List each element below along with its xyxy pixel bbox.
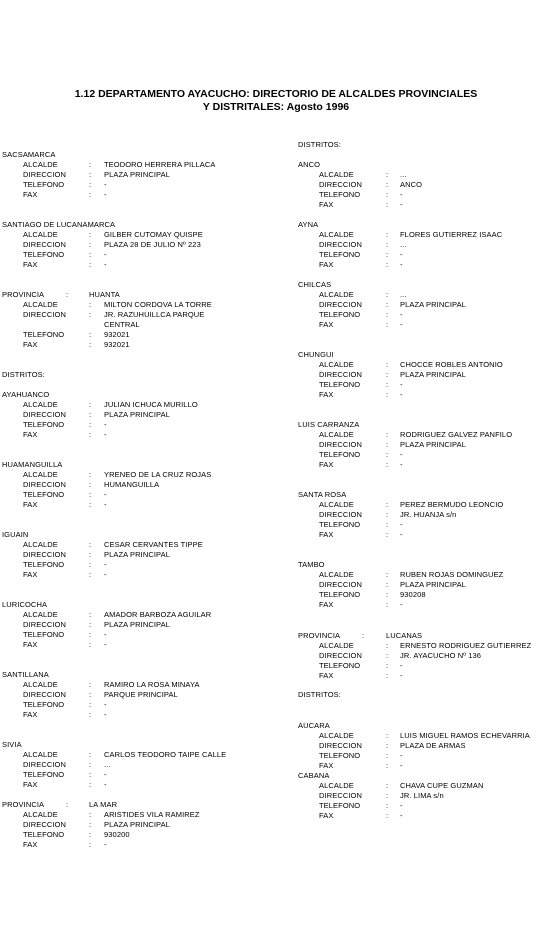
fax-colon: : xyxy=(89,710,92,719)
telefono-colon: : xyxy=(89,630,92,639)
alcalde-value: CHOCCE ROBLES ANTONIO xyxy=(400,360,503,369)
fax-label: FAX xyxy=(23,340,38,349)
direccion-label: DIRECCION xyxy=(23,820,66,829)
direccion-label: DIRECCION xyxy=(23,690,66,699)
direccion-value: HUMANGUILLA xyxy=(104,480,160,489)
direccion-value: PLAZA PRINCIPAL xyxy=(104,620,170,629)
entry-name: SANTA ROSA xyxy=(298,490,347,499)
fax-label: FAX xyxy=(319,761,334,770)
alcalde-colon: : xyxy=(386,290,389,299)
telefono-label: TELEFONO xyxy=(23,560,65,569)
fax-label: FAX xyxy=(319,530,334,539)
telefono-colon: : xyxy=(89,770,92,779)
alcalde-colon: : xyxy=(89,400,92,409)
fax-colon: : xyxy=(386,811,389,820)
fax-value: 932021 xyxy=(104,340,130,349)
alcalde-value: ... xyxy=(400,170,407,179)
direccion-value: PLAZA PRINCIPAL xyxy=(400,580,466,589)
entry-name: AUCARA xyxy=(298,721,330,730)
telefono-label: TELEFONO xyxy=(23,330,65,339)
fax-colon: : xyxy=(89,640,92,649)
fax-value: - xyxy=(400,761,403,770)
direccion-label: DIRECCION xyxy=(23,410,66,419)
telefono-value: - xyxy=(400,801,403,810)
alcalde-colon: : xyxy=(386,570,389,579)
telefono-value: - xyxy=(400,190,403,199)
fax-colon: : xyxy=(386,761,389,770)
telefono-value: - xyxy=(104,180,107,189)
provincia-label: PROVINCIA xyxy=(2,800,45,809)
telefono-value: - xyxy=(104,560,107,569)
telefono-label: TELEFONO xyxy=(319,801,361,810)
direccion-value: PLAZA PRINCIPAL xyxy=(400,440,466,449)
alcalde-value: CHAVA CUPE GUZMAN xyxy=(400,781,484,790)
fax-colon: : xyxy=(89,500,92,509)
direccion-value: PLAZA PRINCIPAL xyxy=(104,170,170,179)
direccion-colon: : xyxy=(386,300,389,309)
alcalde-value: CARLOS TEODORO TAIPE CALLE xyxy=(104,750,227,759)
distritos-heading: DISTRITOS: xyxy=(298,690,341,699)
telefono-value: - xyxy=(104,490,107,499)
telefono-colon: : xyxy=(386,450,389,459)
direccion-label: DIRECCION xyxy=(319,580,362,589)
telefono-value: - xyxy=(400,751,403,760)
alcalde-value: ARISTIDES VILA RAMIREZ xyxy=(104,810,200,819)
telefono-colon: : xyxy=(386,590,389,599)
telefono-label: TELEFONO xyxy=(319,190,361,199)
direccion-value: ... xyxy=(104,760,111,769)
alcalde-value: TEODORO HERRERA PILLACA xyxy=(104,160,216,169)
alcalde-colon: : xyxy=(89,750,92,759)
fax-label: FAX xyxy=(319,320,334,329)
fax-value: - xyxy=(400,600,403,609)
direccion-colon: : xyxy=(386,240,389,249)
direccion-label: DIRECCION xyxy=(319,741,362,750)
telefono-label: TELEFONO xyxy=(23,420,65,429)
fax-colon: : xyxy=(89,780,92,789)
alcalde-colon: : xyxy=(89,230,92,239)
entry-name: SACSAMARCA xyxy=(2,150,56,159)
alcalde-label: ALCALDE xyxy=(319,360,354,369)
telefono-colon: : xyxy=(386,190,389,199)
provincia-label: PROVINCIA xyxy=(2,290,45,299)
direccion-value: JR. RAZUHUILLCA PARQUE xyxy=(104,310,205,319)
fax-label: FAX xyxy=(319,260,334,269)
telefono-colon: : xyxy=(89,250,92,259)
provincia-name: LA MAR xyxy=(89,800,118,809)
direccion-value: ... xyxy=(400,240,407,249)
telefono-value: 930208 xyxy=(400,590,426,599)
alcalde-value: JULIAN ICHUCA MURILLO xyxy=(104,400,198,409)
fax-label: FAX xyxy=(319,600,334,609)
telefono-colon: : xyxy=(386,801,389,810)
telefono-colon: : xyxy=(89,830,92,839)
fax-colon: : xyxy=(386,600,389,609)
alcalde-value: AMADOR BARBOZA AGUILAR xyxy=(104,610,212,619)
alcalde-label: ALCALDE xyxy=(23,540,58,549)
fax-value: - xyxy=(104,710,107,719)
title-line-2: Y DISTRITALES: Agosto 1996 xyxy=(202,101,350,113)
direccion-label: DIRECCION xyxy=(319,180,362,189)
telefono-label: TELEFONO xyxy=(23,770,65,779)
fax-value: - xyxy=(104,190,107,199)
alcalde-colon: : xyxy=(386,430,389,439)
telefono-label: TELEFONO xyxy=(23,180,65,189)
telefono-label: TELEFONO xyxy=(319,450,361,459)
alcalde-value: ERNESTO RODRIGUEZ GUTIERREZ xyxy=(400,641,532,650)
entry-name: HUAMANGUILLA xyxy=(2,460,63,469)
telefono-colon: : xyxy=(89,560,92,569)
telefono-label: TELEFONO xyxy=(23,830,65,839)
telefono-colon: : xyxy=(386,751,389,760)
provincia-colon: : xyxy=(66,290,69,299)
direccion-value: PLAZA 28 DE JULIO Nº 223 xyxy=(104,240,201,249)
telefono-label: TELEFONO xyxy=(23,700,65,709)
fax-colon: : xyxy=(386,320,389,329)
alcalde-colon: : xyxy=(386,781,389,790)
alcalde-label: ALCALDE xyxy=(319,290,354,299)
title-line-1: 1.12 DEPARTAMENTO AYACUCHO: DIRECTORIO DE ALCALDES PROVINCIALES xyxy=(74,88,478,100)
telefono-label: TELEFONO xyxy=(23,490,65,499)
direccion-colon: : xyxy=(386,741,389,750)
direccion-colon: : xyxy=(386,180,389,189)
direccion-label: DIRECCION xyxy=(23,310,66,319)
alcalde-label: ALCALDE xyxy=(23,610,58,619)
fax-label: FAX xyxy=(319,460,334,469)
direccion-value: PLAZA PRINCIPAL xyxy=(104,550,170,559)
entry-name: CABANA xyxy=(298,771,330,780)
entry-name: LURICOCHA xyxy=(2,600,48,609)
fax-label: FAX xyxy=(23,840,38,849)
alcalde-label: ALCALDE xyxy=(319,170,354,179)
direccion-colon: : xyxy=(386,791,389,800)
fax-value: - xyxy=(400,530,403,539)
telefono-label: TELEFONO xyxy=(319,520,361,529)
alcalde-colon: : xyxy=(386,230,389,239)
provincia-colon: : xyxy=(362,631,365,640)
fax-label: FAX xyxy=(319,390,334,399)
alcalde-colon: : xyxy=(89,610,92,619)
fax-colon: : xyxy=(89,570,92,579)
fax-colon: : xyxy=(386,260,389,269)
direccion-label: DIRECCION xyxy=(319,510,362,519)
alcalde-label: ALCALDE xyxy=(319,570,354,579)
alcalde-label: ALCALDE xyxy=(23,810,58,819)
alcalde-label: ALCALDE xyxy=(23,400,58,409)
direccion-label: DIRECCION xyxy=(319,440,362,449)
direccion-label: DIRECCION xyxy=(319,300,362,309)
alcalde-label: ALCALDE xyxy=(23,680,58,689)
fax-value: - xyxy=(104,570,107,579)
fax-label: FAX xyxy=(23,260,38,269)
telefono-value: - xyxy=(104,630,107,639)
direccion-colon: : xyxy=(386,510,389,519)
telefono-colon: : xyxy=(89,490,92,499)
entry-name: LUIS CARRANZA xyxy=(298,420,360,429)
fax-value: - xyxy=(104,260,107,269)
fax-value: - xyxy=(104,840,107,849)
telefono-value: - xyxy=(104,250,107,259)
direccion-colon: : xyxy=(386,370,389,379)
fax-value: - xyxy=(400,200,403,209)
direccion-label: DIRECCION xyxy=(23,550,66,559)
alcalde-value: ... xyxy=(400,290,407,299)
alcalde-colon: : xyxy=(386,170,389,179)
telefono-colon: : xyxy=(89,420,92,429)
telefono-value: - xyxy=(104,420,107,429)
alcalde-value: LUIS MIGUEL RAMOS ECHEVARRIA xyxy=(400,731,530,740)
direccion-value: PARQUE PRINCIPAL xyxy=(104,690,178,699)
fax-label: FAX xyxy=(23,430,38,439)
telefono-colon: : xyxy=(89,330,92,339)
telefono-label: TELEFONO xyxy=(23,630,65,639)
telefono-colon: : xyxy=(386,661,389,670)
alcalde-label: ALCALDE xyxy=(23,750,58,759)
entry-name: CHILCAS xyxy=(298,280,332,289)
fax-value: - xyxy=(400,390,403,399)
alcalde-label: ALCALDE xyxy=(23,230,58,239)
telefono-colon: : xyxy=(89,180,92,189)
direccion-label: DIRECCION xyxy=(319,651,362,660)
telefono-value: - xyxy=(400,520,403,529)
alcalde-colon: : xyxy=(89,810,92,819)
direccion-colon: : xyxy=(89,550,92,559)
alcalde-colon: : xyxy=(89,540,92,549)
direccion-colon: : xyxy=(89,240,92,249)
entry-name: TAMBO xyxy=(298,560,325,569)
entry-name: IGUAIN xyxy=(2,530,29,539)
alcalde-label: ALCALDE xyxy=(319,230,354,239)
alcalde-colon: : xyxy=(386,641,389,650)
direccion-value: JR. LIMA s/n xyxy=(400,791,444,800)
entry-name: SANTIAGO DE LUCANAMARCA xyxy=(2,220,116,229)
fax-label: FAX xyxy=(23,190,38,199)
telefono-label: TELEFONO xyxy=(319,661,361,670)
provincia-colon: : xyxy=(66,800,69,809)
direccion-colon: : xyxy=(89,410,92,419)
fax-value: - xyxy=(104,430,107,439)
telefono-value: 930200 xyxy=(104,830,130,839)
provincia-name: LUCANAS xyxy=(386,631,423,640)
telefono-value: - xyxy=(400,310,403,319)
direccion-colon: : xyxy=(386,440,389,449)
distritos-heading: DISTRITOS: xyxy=(298,140,341,149)
alcalde-value: RUBEN ROJAS DOMINGUEZ xyxy=(400,570,504,579)
fax-value: - xyxy=(400,460,403,469)
direccion-label: DIRECCION xyxy=(23,240,66,249)
telefono-colon: : xyxy=(386,380,389,389)
direccion-label: DIRECCION xyxy=(23,760,66,769)
direccion-value: ANCO xyxy=(400,180,423,189)
telefono-value: - xyxy=(400,380,403,389)
fax-colon: : xyxy=(386,671,389,680)
alcalde-colon: : xyxy=(89,680,92,689)
telefono-colon: : xyxy=(386,250,389,259)
telefono-label: TELEFONO xyxy=(319,751,361,760)
fax-label: FAX xyxy=(319,671,334,680)
telefono-label: TELEFONO xyxy=(319,310,361,319)
provincia-label: PROVINCIA xyxy=(298,631,341,640)
alcalde-value: FLORES GUTIERREZ ISAAC xyxy=(400,230,503,239)
fax-colon: : xyxy=(386,530,389,539)
direccion-colon: : xyxy=(89,760,92,769)
fax-value: - xyxy=(400,320,403,329)
fax-label: FAX xyxy=(319,200,334,209)
distritos-heading: DISTRITOS: xyxy=(2,370,45,379)
alcalde-value: PEREZ BERMUDO LEONCIO xyxy=(400,500,504,509)
telefono-colon: : xyxy=(89,700,92,709)
direccion-colon: : xyxy=(89,170,92,179)
direccion-colon: : xyxy=(386,651,389,660)
direccion-colon: : xyxy=(386,580,389,589)
direccion-label: DIRECCION xyxy=(319,370,362,379)
entry-name: ANCO xyxy=(298,160,321,169)
alcalde-value: YRENEO DE LA CRUZ ROJAS xyxy=(104,470,212,479)
fax-label: FAX xyxy=(23,500,38,509)
fax-colon: : xyxy=(386,200,389,209)
direccion-value: PLAZA PRINCIPAL xyxy=(104,820,170,829)
alcalde-value: GILBER CUTOMAY QUISPE xyxy=(104,230,203,239)
direccion-value: PLAZA PRINCIPAL xyxy=(400,300,466,309)
telefono-value: - xyxy=(400,450,403,459)
direccion-colon: : xyxy=(89,820,92,829)
entry-name: AYNA xyxy=(298,220,319,229)
alcalde-label: ALCALDE xyxy=(319,781,354,790)
fax-label: FAX xyxy=(23,710,38,719)
telefono-colon: : xyxy=(386,520,389,529)
telefono-label: TELEFONO xyxy=(319,380,361,389)
entry-name: CHUNGUI xyxy=(298,350,334,359)
alcalde-colon: : xyxy=(386,731,389,740)
direccion-colon: : xyxy=(89,620,92,629)
telefono-value: - xyxy=(104,770,107,779)
fax-label: FAX xyxy=(23,570,38,579)
alcalde-label: ALCALDE xyxy=(319,641,354,650)
alcalde-value: CESAR CERVANTES TIPPE xyxy=(104,540,203,549)
telefono-value: - xyxy=(400,250,403,259)
telefono-value: 932021 xyxy=(104,330,130,339)
direccion-value: JR. HUANJA s/n xyxy=(400,510,457,519)
entry-name: AYAHUANCO xyxy=(2,390,50,399)
direccion-value: PLAZA PRINCIPAL xyxy=(400,370,466,379)
direccion-value: PLAZA DE ARMAS xyxy=(400,741,466,750)
fax-colon: : xyxy=(89,260,92,269)
direccion-label: DIRECCION xyxy=(23,170,66,179)
telefono-label: TELEFONO xyxy=(23,250,65,259)
alcalde-label: ALCALDE xyxy=(319,430,354,439)
fax-value: - xyxy=(400,260,403,269)
alcalde-colon: : xyxy=(386,360,389,369)
telefono-value: - xyxy=(400,661,403,670)
entry-name: SIVIA xyxy=(2,740,22,749)
alcalde-label: ALCALDE xyxy=(23,470,58,479)
alcalde-label: ALCALDE xyxy=(23,300,58,309)
direccion-colon: : xyxy=(89,480,92,489)
alcalde-colon: : xyxy=(386,500,389,509)
direccion-value: PLAZA PRINCIPAL xyxy=(104,410,170,419)
fax-colon: : xyxy=(89,430,92,439)
alcalde-label: ALCALDE xyxy=(319,500,354,509)
telefono-value: - xyxy=(104,700,107,709)
fax-colon: : xyxy=(89,190,92,199)
direccion-label: DIRECCION xyxy=(319,791,362,800)
fax-label: FAX xyxy=(23,780,38,789)
fax-colon: : xyxy=(89,840,92,849)
direccion-colon: : xyxy=(89,690,92,699)
fax-value: - xyxy=(400,671,403,680)
alcalde-value: RODRIGUEZ GALVEZ PANFILO xyxy=(400,430,513,439)
direccion-colon: : xyxy=(89,310,92,319)
alcalde-label: ALCALDE xyxy=(319,731,354,740)
fax-value: - xyxy=(400,811,403,820)
entry-name: SANTILLANA xyxy=(2,670,49,679)
direccion-value: JR. AYACUCHO Nº 136 xyxy=(400,651,482,660)
fax-value: - xyxy=(104,780,107,789)
fax-colon: : xyxy=(386,460,389,469)
fax-label: FAX xyxy=(23,640,38,649)
direccion-label: DIRECCION xyxy=(23,620,66,629)
alcalde-colon: : xyxy=(89,470,92,479)
telefono-colon: : xyxy=(386,310,389,319)
alcalde-colon: : xyxy=(89,300,92,309)
direccion-label: DIRECCION xyxy=(23,480,66,489)
telefono-label: TELEFONO xyxy=(319,250,361,259)
provincia-name: HUANTA xyxy=(89,290,120,299)
fax-colon: : xyxy=(386,390,389,399)
telefono-label: TELEFONO xyxy=(319,590,361,599)
fax-value: - xyxy=(104,640,107,649)
fax-value: - xyxy=(104,500,107,509)
alcalde-value: RAMIRO LA ROSA MINAYA xyxy=(104,680,200,689)
direccion-value-cont: CENTRAL xyxy=(104,320,140,329)
alcalde-label: ALCALDE xyxy=(23,160,58,169)
alcalde-value: MILTON CORDOVA LA TORRE xyxy=(104,300,212,309)
alcalde-colon: : xyxy=(89,160,92,169)
fax-label: FAX xyxy=(319,811,334,820)
direccion-label: DIRECCION xyxy=(319,240,362,249)
fax-colon: : xyxy=(89,340,92,349)
document-title xyxy=(0,88,552,114)
